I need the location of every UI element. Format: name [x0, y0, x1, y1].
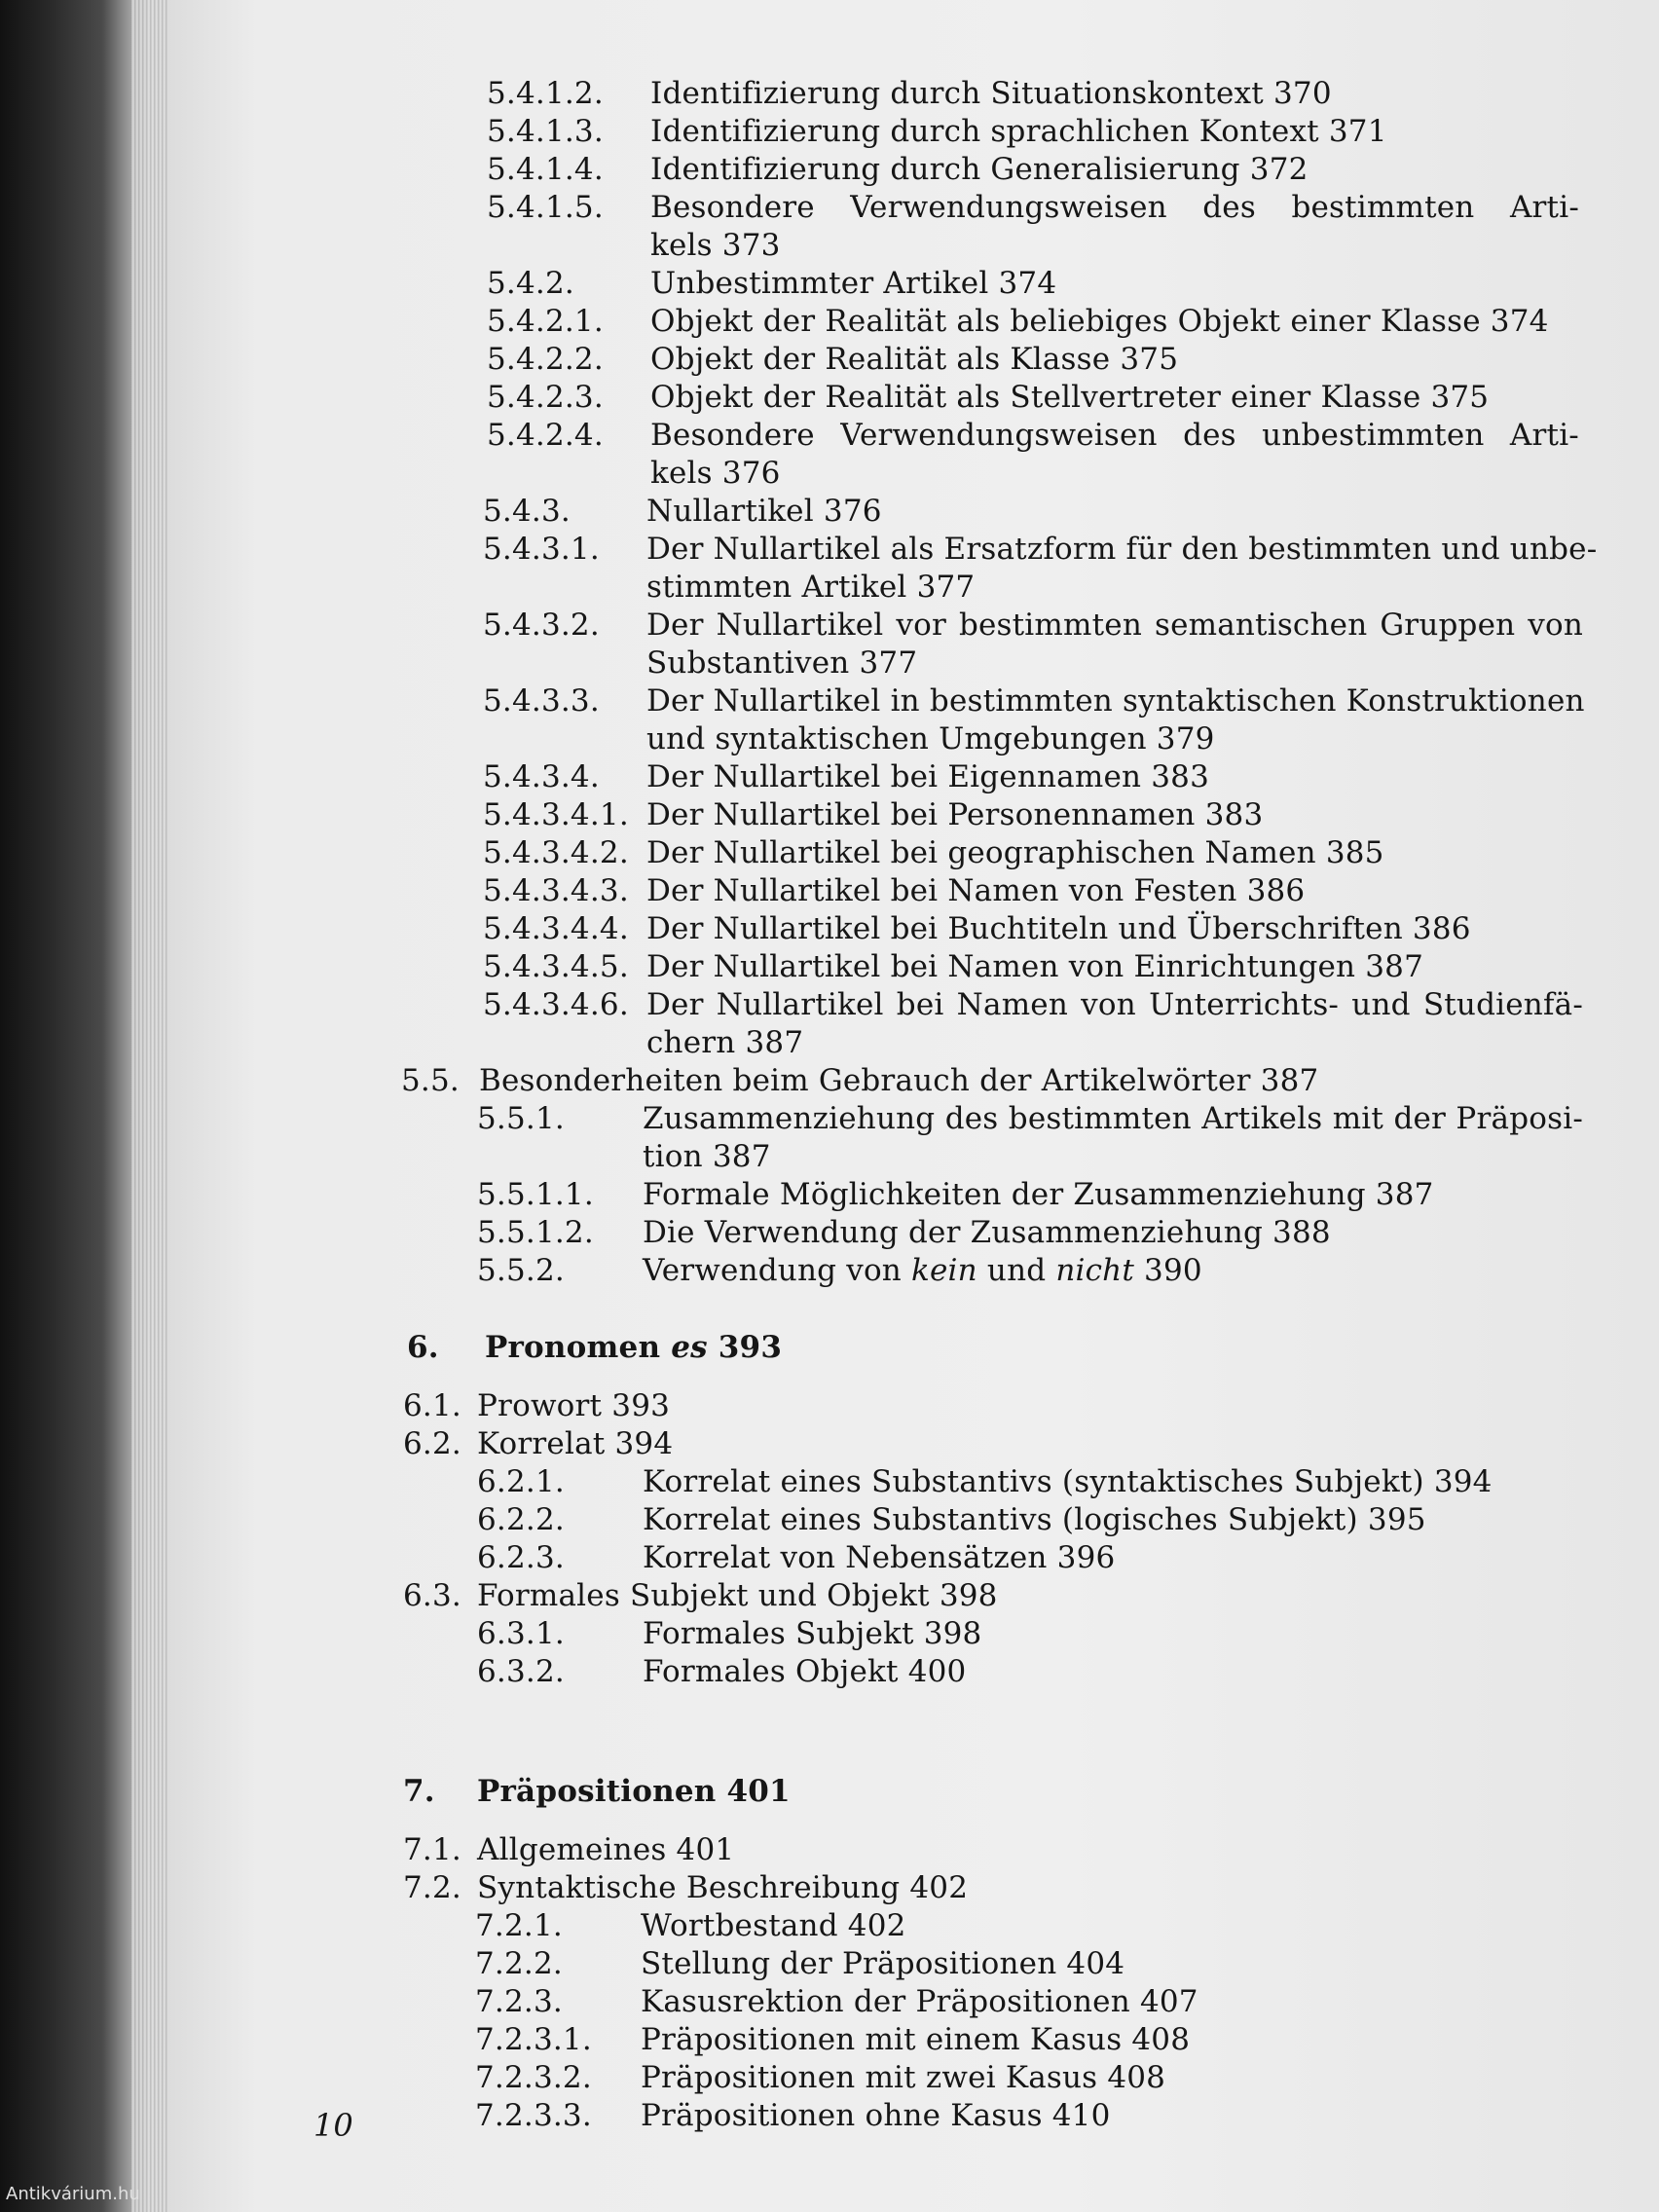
toc-entry-number: 6.2.	[403, 1426, 461, 1461]
toc-entry-title: Kasusrektion der Präpositionen 407	[641, 1984, 1198, 2019]
toc-entry-title: Identifizierung durch Generalisierung 372	[650, 152, 1309, 187]
toc-entry-title: Besondere Verwendungsweisen des bestimmten Arti-	[650, 190, 1579, 225]
toc-entry-title: Korrelat eines Substantivs (logisches Subjekt) 395	[643, 1502, 1426, 1537]
toc-entry-title: Der Nullartikel vor bestimmten semantischen Gruppen von	[646, 608, 1583, 643]
toc-entry-number: 5.4.1.2.	[487, 76, 604, 111]
toc-entry-title: chern 387	[646, 1025, 804, 1060]
toc-entry-number: 5.4.2.3.	[487, 380, 604, 415]
page-edges	[131, 0, 170, 2212]
toc-entry-title: Identifizierung durch Situationskontext 370	[650, 76, 1332, 111]
toc-entry-title: Nullartikel 376	[646, 494, 882, 529]
toc-entry-number: 5.4.2.1.	[487, 304, 604, 339]
toc-entry-number: 7.2.2.	[475, 1946, 563, 1981]
toc-entry-title: Zusammenziehung des bestimmten Artikels mit der Präposi-	[643, 1101, 1583, 1136]
toc-entry-title: Objekt der Realität als beliebiges Objekt einer Klasse 374	[650, 304, 1549, 339]
toc-entry-title: Der Nullartikel bei Personennamen 383	[646, 797, 1264, 832]
toc-entry-title: Besonderheiten beim Gebrauch der Artikelwörter 387	[479, 1063, 1319, 1098]
toc-entry-title: Korrelat von Nebensätzen 396	[643, 1540, 1116, 1575]
toc-entry-number: 5.5.1.2.	[477, 1215, 594, 1250]
toc-entry-title: kels 376	[650, 456, 781, 491]
toc-entry-number: 5.4.3.1.	[483, 532, 600, 567]
toc-entry-title: Unbestimmter Artikel 374	[650, 266, 1057, 301]
toc-entry-title: Der Nullartikel in bestimmten syntaktischen Konstruktionen	[646, 683, 1585, 719]
toc-entry-title: Identifizierung durch sprachlichen Kontext 371	[650, 114, 1387, 149]
toc-entry-number: 5.4.3.4.6.	[483, 987, 629, 1022]
toc-entry-number: 5.4.3.4.5.	[483, 949, 629, 984]
book-spine-shadow	[0, 0, 146, 2212]
toc-entry-title: Präpositionen mit zwei Kasus 408	[641, 2060, 1166, 2095]
toc-entry-title: Der Nullartikel bei Namen von Einrichtungen 387	[646, 949, 1424, 984]
toc-entry-title: Syntaktische Beschreibung 402	[477, 1870, 969, 1905]
toc-entry-title: Präpositionen mit einem Kasus 408	[641, 2022, 1191, 2057]
toc-entry-number: 7.2.3.1.	[475, 2022, 592, 2057]
toc-entry-number: 5.5.2.	[477, 1253, 565, 1288]
toc-entry-title: Korrelat 394	[477, 1426, 674, 1461]
toc-entry-number: 5.4.1.3.	[487, 114, 604, 149]
toc-entry-title: Präpositionen ohne Kasus 410	[641, 2098, 1111, 2133]
toc-entry-title: Stellung der Präpositionen 404	[641, 1946, 1125, 1981]
toc-entry-number: 7.2.	[403, 1870, 461, 1905]
toc-entry-title: Präpositionen 401	[477, 1774, 791, 1809]
watermark: Antikvárium.hu	[6, 2184, 140, 2204]
toc-entry-number: 5.4.2.4.	[487, 418, 604, 453]
toc-entry-number: 7.2.3.2.	[475, 2060, 592, 2095]
toc-entry-number: 7.	[403, 1774, 435, 1809]
toc-entry-number: 5.4.1.4.	[487, 152, 604, 187]
toc-entry-number: 7.2.1.	[475, 1908, 563, 1943]
toc-entry-title: und syntaktischen Umgebungen 379	[646, 721, 1215, 756]
toc-entry-number: 5.4.3.4.	[483, 759, 600, 794]
toc-entry-number: 6.3.2.	[477, 1654, 565, 1689]
toc-entry-title: Besondere Verwendungsweisen des unbestimmten Arti-	[650, 418, 1579, 453]
toc-entry-number: 6.3.1.	[477, 1616, 565, 1651]
toc-entry-number: 6.2.1.	[477, 1464, 565, 1499]
toc-entry-title: Der Nullartikel bei Eigennamen 383	[646, 759, 1209, 794]
page-number: 10	[313, 2107, 353, 2144]
toc-entry-title: Der Nullartikel bei Namen von Festen 386	[646, 873, 1306, 908]
toc-entry-number: 6.2.3.	[477, 1540, 565, 1575]
toc-entry-title: Korrelat eines Substantivs (syntaktisches Subjekt) 394	[643, 1464, 1493, 1499]
toc-entry-number: 5.5.	[401, 1063, 460, 1098]
toc-entry-title: Der Nullartikel bei Buchtiteln und Überschriften 386	[646, 911, 1471, 946]
toc-entry-number: 5.4.3.4.3.	[483, 873, 629, 908]
toc-entry-number: 6.3.	[403, 1578, 461, 1613]
toc-entry-title: Wortbestand 402	[641, 1908, 906, 1943]
toc-entry-number: 5.4.3.3.	[483, 683, 600, 719]
toc-entry-number: 6.	[407, 1330, 439, 1365]
toc-entry-number: 6.1.	[403, 1388, 461, 1423]
toc-entry-title: Allgemeines 401	[477, 1832, 735, 1867]
toc-entry-title: kels 373	[650, 228, 781, 263]
toc-entry-number: 6.2.2.	[477, 1502, 565, 1537]
toc-entry-title: Formales Objekt 400	[643, 1654, 967, 1689]
toc-entry-title: stimmten Artikel 377	[646, 570, 976, 605]
toc-entry-number: 5.5.1.	[477, 1101, 565, 1136]
toc-entry-title: Verwendung von kein und nicht 390	[643, 1253, 1202, 1288]
toc-entry-title: Der Nullartikel bei Namen von Unterrichts- und Studienfä-	[646, 987, 1583, 1022]
toc-entry-title: Der Nullartikel bei geographischen Namen 385	[646, 835, 1384, 870]
toc-entry-number: 5.5.1.1.	[477, 1177, 594, 1212]
toc-entry-number: 7.2.3.3.	[475, 2098, 592, 2133]
toc-entry-title: Objekt der Realität als Stellvertreter einer Klasse 375	[650, 380, 1490, 415]
toc-entry-title: Substantiven 377	[646, 645, 918, 681]
toc-entry-number: 5.4.3.4.1.	[483, 797, 629, 832]
toc-entry-title: tion 387	[643, 1139, 771, 1174]
toc-entry-number: 5.4.3.	[483, 494, 571, 529]
toc-entry-number: 5.4.3.2.	[483, 608, 600, 643]
toc-entry-title: Objekt der Realität als Klasse 375	[650, 342, 1179, 377]
toc-entry-number: 5.4.1.5.	[487, 190, 604, 225]
toc-entry-title: Formale Möglichkeiten der Zusammenziehung 387	[643, 1177, 1434, 1212]
toc-entry-title: Pronomen es 393	[485, 1330, 783, 1365]
toc-entry-title: Formales Subjekt und Objekt 398	[477, 1578, 998, 1613]
toc-entry-number: 5.4.2.	[487, 266, 574, 301]
toc-entry-title: Formales Subjekt 398	[643, 1616, 982, 1651]
toc-entry-number: 7.2.3.	[475, 1984, 563, 2019]
toc-entry-number: 5.4.2.2.	[487, 342, 604, 377]
toc-entry-number: 7.1.	[403, 1832, 461, 1867]
toc-entry-title: Prowort 393	[477, 1388, 671, 1423]
toc-entry-title: Der Nullartikel als Ersatzform für den bestimmten und unbe-	[646, 532, 1598, 567]
toc-entry-title: Die Verwendung der Zusammenziehung 388	[643, 1215, 1331, 1250]
bleed-through-text	[1569, 97, 1659, 1752]
toc-entry-number: 5.4.3.4.4.	[483, 911, 629, 946]
toc-entry-number: 5.4.3.4.2.	[483, 835, 629, 870]
